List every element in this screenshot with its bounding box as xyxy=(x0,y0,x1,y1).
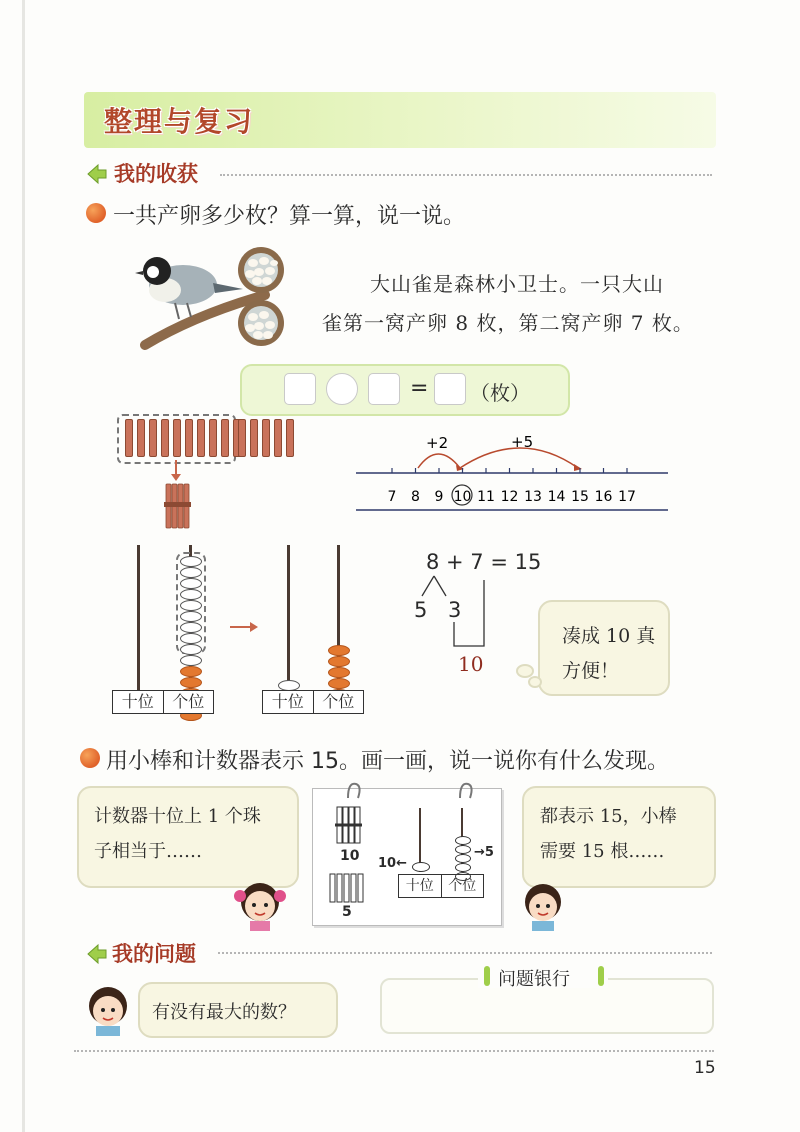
tens-label: 十位 xyxy=(121,692,154,711)
split-part-a: 5 xyxy=(414,598,428,622)
bead-orange xyxy=(328,656,350,667)
equals-sign: = xyxy=(410,376,429,401)
bead-orange xyxy=(328,645,350,656)
drawn-bead xyxy=(455,836,471,845)
page-edge xyxy=(22,0,25,1132)
bead-orange xyxy=(328,667,350,678)
boy-avatar-icon xyxy=(518,878,568,932)
my-question: 有没有最大的数？ xyxy=(152,1002,296,1023)
question-sticks-counter: 用小棒和计数器表示 15。画一画，说一说你有什么发现。 xyxy=(106,749,669,774)
drawn-bead xyxy=(455,845,471,854)
drawn-ones-label: 个位 xyxy=(441,875,484,897)
stick-bundle-icon xyxy=(164,482,192,530)
girl-avatar-icon xyxy=(233,878,287,932)
blank-box-2[interactable] xyxy=(368,373,400,405)
abacus-base-after xyxy=(262,690,364,714)
section-heading-harvest: 我的收获 xyxy=(114,162,198,186)
bead-orange xyxy=(180,666,202,677)
tab-marker-right xyxy=(598,966,604,986)
bullet-icon xyxy=(80,748,100,768)
tick-label: 9 xyxy=(434,489,444,505)
bead-orange xyxy=(180,677,202,688)
bead-orange xyxy=(328,678,350,689)
drawn-bead xyxy=(455,863,471,872)
divider xyxy=(218,952,712,954)
page-title: 整理与复习 xyxy=(104,105,255,138)
drawn-bead xyxy=(455,854,471,863)
sticks-group-10 xyxy=(125,419,241,457)
tick-label: 14 xyxy=(547,489,566,505)
drawn-five-sticks-icon xyxy=(328,872,368,904)
abacus-base-before xyxy=(112,690,214,714)
drawn-ten-arrow: 10← xyxy=(378,856,407,871)
hop-label-2: +2 xyxy=(426,434,449,452)
question-bank-label: 问题银行 xyxy=(498,969,570,990)
drawn-five-label: 5 xyxy=(342,904,352,920)
bubble-left-line-1: 计数器十位上 1 个珠 xyxy=(94,806,261,827)
bead-white xyxy=(180,633,202,644)
story-line-2: 雀第一窝产卵 8 枚，第二窝产卵 7 枚。 xyxy=(322,311,694,335)
blank-box-1[interactable] xyxy=(284,373,316,405)
bead-white xyxy=(180,600,202,611)
abacus-rod-tens-before xyxy=(137,545,140,690)
bead-white xyxy=(180,567,202,578)
thought-line-2: 方便！ xyxy=(562,660,620,682)
drawn-five-arrow: →5 xyxy=(474,845,494,860)
story-line-1: 大山雀是森林小卫士。一只大山 xyxy=(370,272,664,296)
tick-label: 16 xyxy=(594,489,613,505)
tab-marker-left xyxy=(484,966,490,986)
tick-label: 10 xyxy=(453,489,472,505)
bubble-right-line-1: 都表示 15，小棒 xyxy=(540,806,677,827)
drawn-bundle-icon xyxy=(334,805,364,847)
boy-avatar-icon xyxy=(82,982,134,1038)
number-line xyxy=(356,420,668,515)
bead-white xyxy=(180,611,202,622)
bead-white xyxy=(180,578,202,589)
down-arrow-icon xyxy=(170,460,182,482)
bubble-right-line-2: 需要 15 根…… xyxy=(540,841,665,862)
question-eggs: 一共产卵多少枚？算一算，说一说。 xyxy=(113,204,466,229)
bead-white xyxy=(180,622,202,633)
blank-operator-circle[interactable] xyxy=(326,373,358,405)
right-arrow-icon xyxy=(230,620,260,634)
drawn-tens-label: 十位 xyxy=(405,878,434,894)
tens-label: 十位 xyxy=(271,692,304,711)
bead-white xyxy=(180,556,202,567)
tick-label: 17 xyxy=(618,489,636,505)
nest-2-illustration xyxy=(236,298,286,348)
bead-white xyxy=(180,644,202,655)
tick-label: 13 xyxy=(524,489,542,505)
divider xyxy=(220,174,712,176)
sticks-group-5 xyxy=(238,419,294,457)
tick-label: 12 xyxy=(500,489,519,505)
green-arrow-icon xyxy=(86,163,108,185)
page-number: 15 xyxy=(694,1058,716,1078)
bullet-icon xyxy=(86,203,106,223)
green-arrow-icon xyxy=(86,943,108,965)
drawn-tens-bead xyxy=(412,862,430,872)
unit-label: （枚） xyxy=(470,381,530,405)
split-equation: 8 + 7 = 15 xyxy=(426,550,542,574)
tick-label: 7 xyxy=(387,489,397,505)
ones-label: 个位 xyxy=(163,691,214,713)
split-ten: 10 xyxy=(458,652,484,676)
tick-label: 8 xyxy=(411,489,420,505)
bead-white xyxy=(180,589,202,600)
abacus-rod-tens-after xyxy=(287,545,290,690)
split-part-b: 3 xyxy=(448,598,462,622)
bubble-left-line-2: 子相当于…… xyxy=(94,841,202,862)
blank-box-result[interactable] xyxy=(434,373,466,405)
hop-label-5: +5 xyxy=(511,433,534,451)
tick-label: 15 xyxy=(571,489,589,505)
tick-label: 11 xyxy=(477,489,495,505)
thought-line-1: 凑成 10 真 xyxy=(562,625,656,647)
nest-1-illustration xyxy=(236,245,286,295)
ones-label: 个位 xyxy=(313,691,364,713)
binder-rings xyxy=(318,778,496,802)
thought-dot-2 xyxy=(528,676,542,688)
drawn-base xyxy=(398,874,484,898)
bead-white xyxy=(180,655,202,666)
section-heading-questions: 我的问题 xyxy=(112,942,196,966)
drawn-ten-label: 10 xyxy=(340,848,360,864)
bottom-divider xyxy=(74,1050,714,1052)
